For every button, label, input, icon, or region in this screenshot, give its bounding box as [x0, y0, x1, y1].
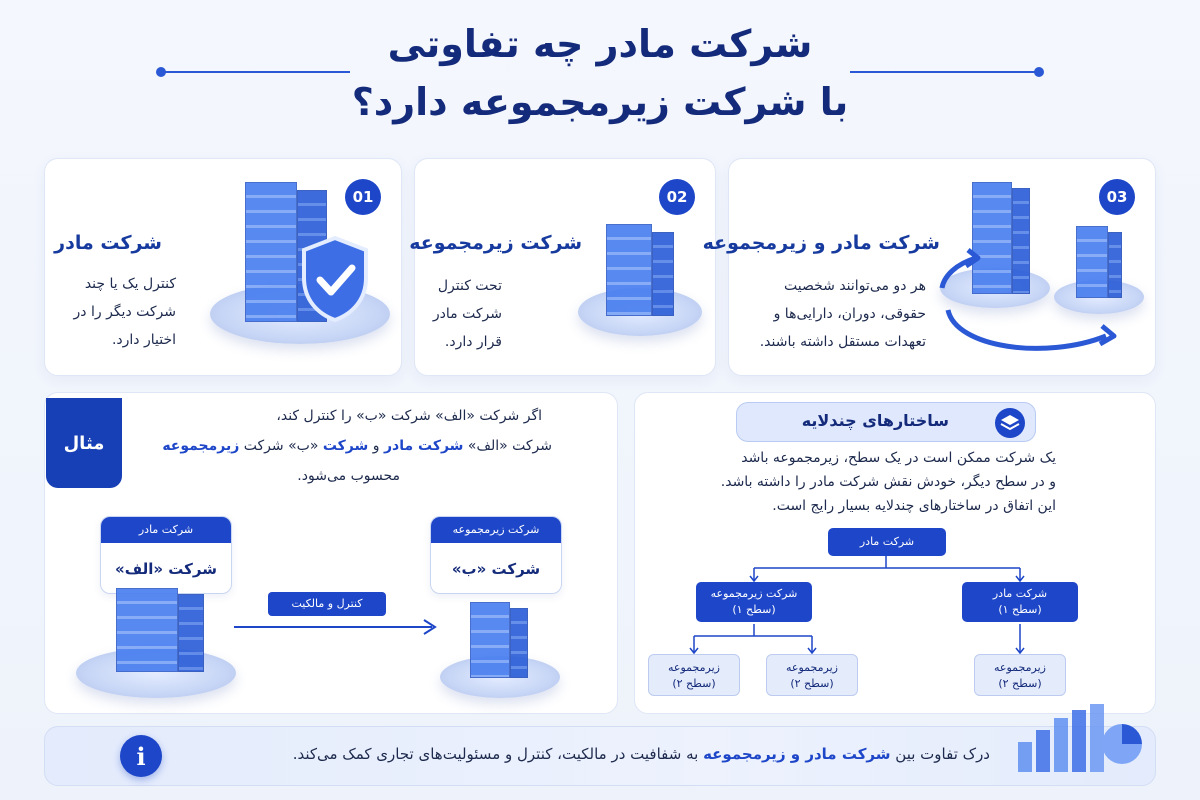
- linked-buildings-illustration: [936, 176, 1148, 362]
- entity-child-box: [430, 516, 562, 594]
- tree-leaf-level2: [974, 654, 1066, 696]
- tree-node-parent-level1: [962, 582, 1078, 622]
- entity-child-header: شرکت زیرمجموعه: [431, 517, 561, 543]
- example-line-1: اگر شرکت «الف» شرکت «ب» را کنترل کند،: [276, 408, 542, 424]
- card-desc-line: کنترل یک یا چند: [84, 276, 176, 292]
- tree-leaf-level2: [766, 654, 858, 696]
- example-text-part: «ب» شرکت: [239, 438, 323, 454]
- tree-root-node: شرکت مادر: [828, 528, 946, 556]
- tree-leaf-level: (سطح ۲): [672, 677, 716, 690]
- tree-node-subsidiary-level1: [696, 582, 812, 622]
- example-highlight-parent: شرکت مادر: [383, 438, 464, 454]
- entity-child-name: شرکت «ب»: [451, 560, 541, 578]
- card-desc-line: حقوقی، دوران، دارایی‌ها و: [773, 306, 926, 322]
- tree-node-level: (سطح ۱): [732, 603, 776, 616]
- footer-text: [293, 745, 990, 763]
- info-icon: i: [120, 735, 162, 777]
- card-desc-line: شرکت دیگر را در: [73, 304, 176, 320]
- page-title-line2: با شرکت زیرمجموعه دارد؟: [351, 80, 849, 124]
- card-title-parent: شرکت مادر: [54, 232, 162, 254]
- card-desc-line: هر دو می‌توانند شخصیت: [784, 278, 926, 294]
- card-number-badge: 03: [1099, 179, 1135, 215]
- entity-child-building: [440, 596, 560, 706]
- footer-highlight: شرکت مادر و زیرمجموعه: [703, 745, 891, 763]
- card-title-both: شرکت مادر و زیرمجموعه: [702, 232, 940, 254]
- card-desc-subsidiary: [392, 272, 502, 356]
- title-divider-dot-left: [156, 67, 166, 77]
- tree-node-label: شرکت مادر: [992, 587, 1048, 600]
- tree-leaf-level2: [648, 654, 740, 696]
- multilayer-title-pill: [736, 402, 1036, 442]
- charts-illustration-icon: [1010, 700, 1150, 778]
- tree-leaf-level: (سطح ۲): [790, 677, 834, 690]
- subsidiary-building-illustration: [578, 212, 702, 362]
- arrow-right-icon: [232, 618, 442, 638]
- card-desc-line: اختیار دارد.: [111, 332, 176, 348]
- example-tag: مثال: [46, 398, 122, 488]
- example-text-part: شرکت «الف»: [463, 438, 552, 454]
- tree-leaf-label: زیرمجموعه: [668, 661, 720, 674]
- tree-leaf-label: زیرمجموعه: [786, 661, 838, 674]
- card-desc-both: [716, 272, 926, 356]
- entity-parent-name: شرکت «الف»: [115, 560, 217, 578]
- card-title-subsidiary: شرکت زیرمجموعه: [409, 232, 582, 254]
- multilayer-line-1: یک شرکت ممکن است در یک سطح، زیرمجموعه باشد: [741, 450, 1056, 466]
- cycle-arrows-icon: [936, 236, 1148, 356]
- entity-parent-header: شرکت مادر: [101, 517, 231, 543]
- title-divider-right: [850, 71, 1040, 73]
- multilayer-line-2: و در سطح دیگر، خودش نقش شرکت مادر را داشته باشد.: [720, 474, 1056, 490]
- shield-check-icon: [298, 234, 372, 324]
- card-desc-parent: [26, 270, 176, 354]
- card-desc-line: شرکت مادر: [432, 306, 502, 322]
- entity-parent-building: [76, 582, 236, 706]
- parent-building-illustration: [210, 172, 390, 362]
- example-highlight-subsidiary: زیرمجموعه: [162, 438, 240, 454]
- layers-icon: [995, 408, 1025, 438]
- title-divider-left: [160, 71, 350, 73]
- title-divider-dot-right: [1034, 67, 1044, 77]
- footer-text-part: به شفافیت در مالکیت، کنترل و مسئولیت‌های تجاری کمک می‌کند.: [292, 745, 704, 763]
- example-line-3: محسوب می‌شود.: [297, 468, 400, 484]
- tree-node-level: (سطح ۱): [998, 603, 1042, 616]
- card-number-badge: 02: [659, 179, 695, 215]
- multilayer-line-3: این اتفاق در ساختارهای چندلایه بسیار رایج است.: [772, 498, 1056, 514]
- card-number-badge: 01: [345, 179, 381, 215]
- tree-leaf-level: (سطح ۲): [998, 677, 1042, 690]
- card-desc-line: قرار دارد.: [444, 334, 502, 350]
- multilayer-title: ساختارهای چندلایه: [801, 411, 949, 430]
- example-highlight-company: شرکت: [322, 438, 369, 454]
- page-title-line1: شرکت مادر چه تفاوتی: [387, 22, 813, 66]
- example-line-2: [162, 438, 552, 454]
- tree-node-label: شرکت زیرمجموعه: [710, 587, 798, 600]
- card-desc-line: تعهدات مستقل داشته باشند.: [759, 334, 926, 350]
- arrow-label-control: کنترل و مالکیت: [268, 592, 386, 616]
- example-text-part: و: [368, 438, 384, 454]
- tree-leaf-label: زیرمجموعه: [994, 661, 1046, 674]
- card-desc-line: تحت کنترل: [437, 278, 502, 294]
- footer-text-part: درک تفاوت بین: [890, 745, 990, 763]
